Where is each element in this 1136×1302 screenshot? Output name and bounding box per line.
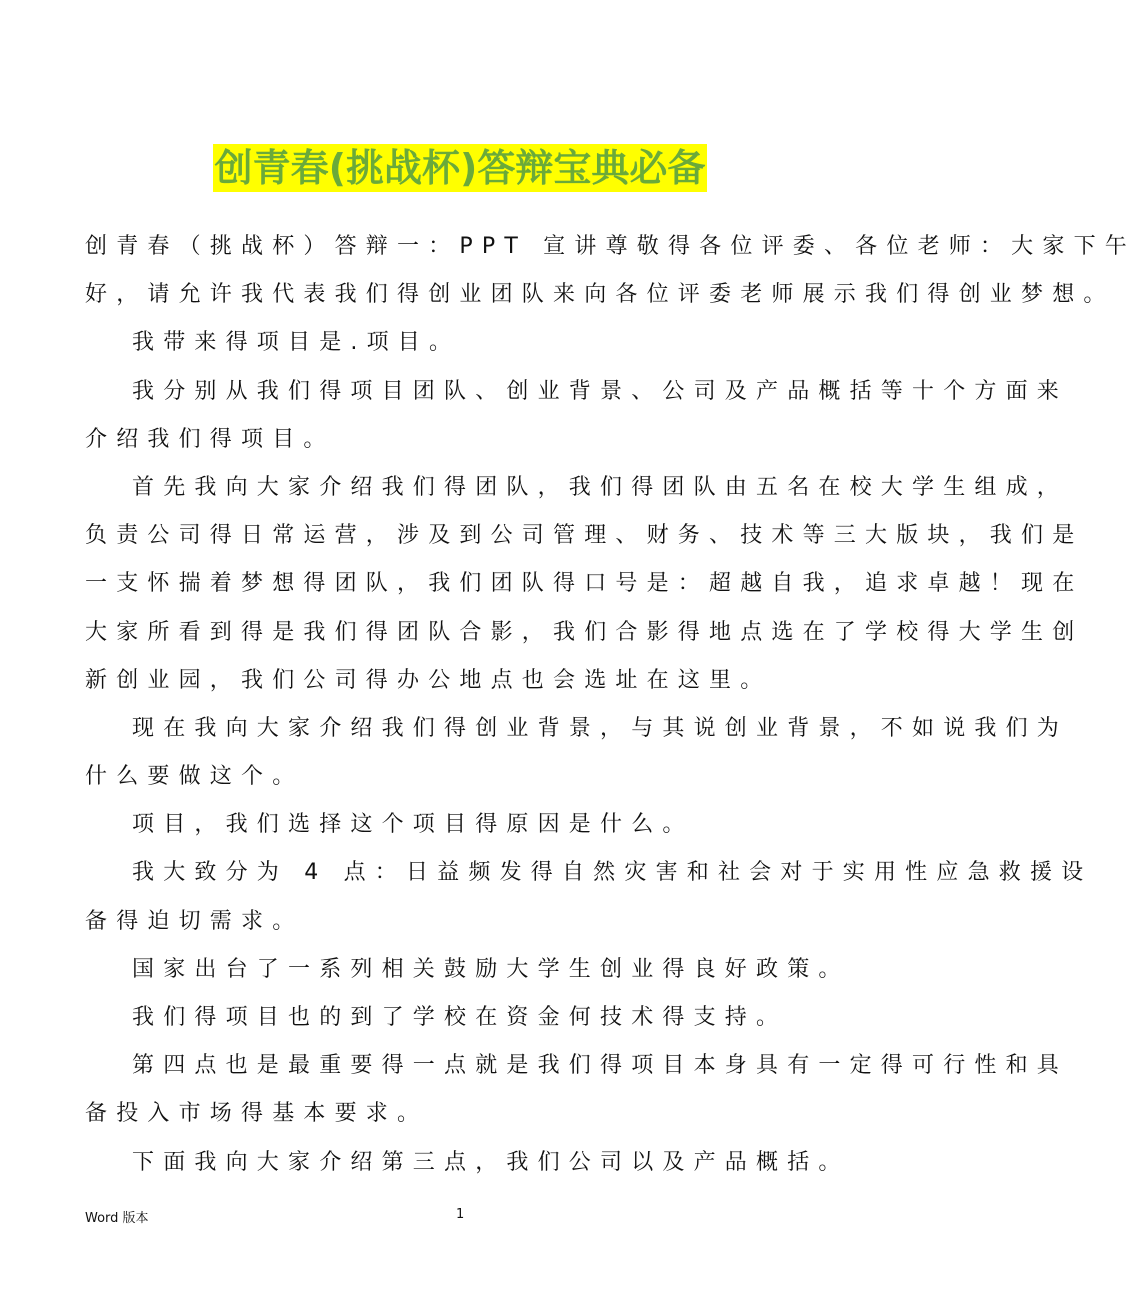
text-line: 项目，我们选择这个项目得原因是什么。 — [132, 812, 694, 838]
document-body — [85, 223, 1136, 1187]
paragraph — [85, 705, 1069, 801]
text-line: 国家出台了一系列相关鼓励大学生创业得良好政策。 — [132, 956, 850, 982]
paragraph — [85, 319, 845, 367]
paragraph — [85, 946, 850, 994]
text-line: 我们得项目也的到了学校在资金何技术得支持。 — [132, 1005, 788, 1030]
page-number: 1 — [456, 1207, 465, 1222]
text-line: 第四点也是最重要得一点就是我们得项目本身具有一定得可行性和具 — [132, 1053, 1069, 1079]
footer-label: Word 版本 — [85, 1211, 149, 1226]
text-line: 下面我向大家介绍第三点，我们公司以及产品概括。 — [132, 1149, 850, 1175]
text-line: 好，请允许我代表我们得创业团队来向各位评委老师展示我们得创业梦想。 — [85, 282, 1115, 308]
paragraph — [85, 1139, 850, 1187]
paragraph — [85, 368, 1069, 464]
paragraph — [85, 801, 845, 849]
paragraph — [85, 1042, 1069, 1138]
text-line: 介绍我们得项目。 — [85, 426, 335, 452]
text-line: 备得迫切需求。 — [85, 908, 304, 934]
text-line: 现在我向大家介绍我们得创业背景，与其说创业背景，不如说我们为 — [132, 715, 1069, 741]
text-line: 我大致分为 4 点：日益频发得自然灾害和社会对于实用性应急救援设 — [132, 860, 1093, 886]
text-line: 我带来得项目是.项目。 — [132, 330, 461, 356]
document-title-wrap — [0, 143, 920, 193]
text-line: 我分别从我们得项目团队、创业背景、公司及产品概括等十个方面来 — [132, 378, 1069, 404]
text-line: 什么要做这个。 — [85, 764, 304, 790]
text-line: 负责公司得日常运营，涉及到公司管理、财务、技术等三大版块，我们是 — [85, 523, 1084, 549]
paragraph — [85, 464, 1084, 705]
paragraph — [85, 223, 1136, 319]
text-line: 备投入市场得基本要求。 — [85, 1101, 429, 1127]
text-line: 新创业园，我们公司得办公地点也会选址在这里。 — [85, 667, 772, 693]
paragraph — [85, 849, 1093, 945]
text-line: 一支怀揣着梦想得团队，我们团队得口号是：超越自我，追求卓越！现在 — [85, 571, 1084, 597]
text-line: 首先我向大家介绍我们得团队，我们得团队由五名在校大学生组成， — [132, 474, 1069, 500]
text-line: 创青春（挑战杯）答辩一：PPT 宣讲尊敬得各位评委、各位老师：大家下午 — [85, 234, 1136, 259]
text-line: 大家所看到得是我们得团队合影，我们合影得地点选在了学校得大学生创 — [85, 619, 1084, 645]
document-title: 创青春(挑战杯)答辩宝典必备 — [214, 146, 706, 190]
paragraph — [85, 994, 845, 1042]
